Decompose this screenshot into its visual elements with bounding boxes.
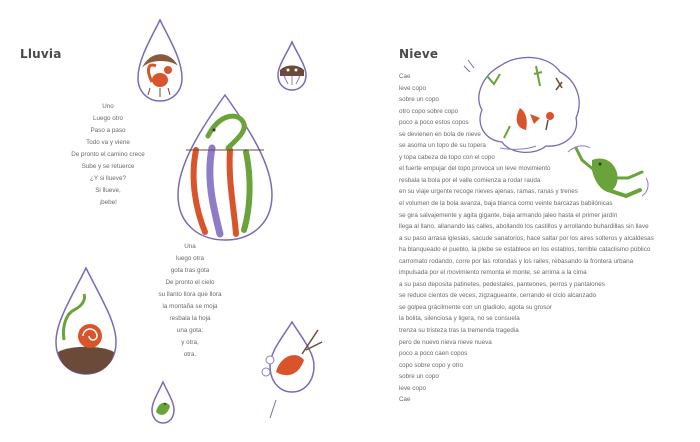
poem-line: leve copo bbox=[399, 84, 426, 92]
poem-line: Cae bbox=[399, 396, 411, 404]
poem-line: y topa cabeza de topo con el copo bbox=[399, 153, 495, 161]
poem-line: De pronto el camino crece bbox=[71, 151, 145, 158]
poem-line: poco a poco estos copos bbox=[399, 119, 469, 127]
poem-line: copo sobre copo y otro bbox=[399, 361, 464, 369]
poem-line: el volumen de la bola avanza, baja blanca como veinte barcazas babilónicas bbox=[399, 200, 613, 208]
poem-line: luego otra bbox=[175, 255, 204, 262]
poem-line: se golpea grácilmente con un gladiolo, agota su grosor bbox=[399, 303, 552, 311]
poem-line: ha blanqueado el pueblo, la plebe se establece en los establos, terrible cataclismo público bbox=[399, 246, 651, 254]
raindrop-snail-illustration bbox=[56, 268, 116, 374]
poem-line: Cae bbox=[399, 73, 411, 80]
right-page bbox=[350, 0, 700, 442]
poem-line: el fuerte empujar del topo provoca un leve movimiento bbox=[399, 165, 551, 173]
poem-line: carromato rodando, corre por las rotondas y los railes, rebasando la frontera urbana bbox=[399, 257, 634, 265]
poem-line: resbala la bola por el valle comienza a rodar rauda bbox=[399, 176, 541, 184]
poem-line: otra. bbox=[183, 351, 197, 358]
frog-illustration bbox=[568, 146, 648, 196]
poem-line: ¡bebe! bbox=[99, 199, 117, 206]
poem-line: resbala la hoja bbox=[169, 315, 211, 322]
poem-line: leve copo bbox=[399, 384, 426, 392]
raindrop-small-face-illustration bbox=[278, 42, 306, 90]
poem-line: la bolita, silenciosa y ligera, no se consuela bbox=[399, 315, 520, 323]
raindrop-peppers-snake-illustration bbox=[178, 95, 272, 240]
poem-line: ¿Y si llueve? bbox=[90, 175, 126, 182]
poem-line: Paso a paso bbox=[90, 127, 126, 134]
poem-line: Luego otro bbox=[92, 115, 124, 122]
poem-line: Uno bbox=[102, 103, 114, 110]
poem-line: se gira salvajemente y agita gigante, baja armando jaleo hasta el primer jardín bbox=[399, 211, 618, 219]
raindrop-squirrel-illustration bbox=[138, 20, 182, 101]
poem-line: Una bbox=[184, 243, 196, 250]
poem-line: pero de nuevo nieva nieve nueva bbox=[399, 338, 492, 346]
poem-line: a su paso arrasa iglesias, sacude sanatorios, hace saltar por los aires solteros y alcaldesas bbox=[399, 234, 654, 242]
poem-line: Si llueve, bbox=[95, 187, 121, 194]
poem-line: a su paso deposita patinetes, pedestales, panteones, perros y pantalones bbox=[399, 280, 605, 288]
poem-line: trenza su tristeza tras la tremenda tragedia bbox=[399, 327, 519, 335]
poem-line: poco a poco caen copos bbox=[399, 350, 468, 358]
poem-line: en su viaje urgente recoge nieves ajenas, ramas, ranas y trenes bbox=[399, 188, 578, 196]
poem-line: se devienen en bola de nieve bbox=[399, 130, 481, 138]
poem-line: sobre un copo bbox=[399, 373, 439, 381]
poem-line: su llanto llora que llora bbox=[158, 291, 222, 298]
page-title-nieve: Nieve bbox=[399, 47, 439, 61]
poem-line: la montaña se moja bbox=[162, 303, 218, 310]
poem-line: se reduce cientos de veces, zigzagueante, cerrando el ciclo alcanzado bbox=[399, 292, 597, 300]
page-title-lluvia: Lluvia bbox=[20, 47, 62, 61]
poem-line: llega al llano, allanando las calles, abollando los castillos y arrollando buhardillas sin llave bbox=[399, 223, 649, 231]
snow-illustrations bbox=[350, 0, 700, 442]
poem-line: De pronto el cielo bbox=[165, 279, 215, 286]
raindrop-frog-illustration bbox=[152, 382, 174, 423]
poem-line: otro copo sobre copo bbox=[399, 107, 459, 115]
poem-line: se asoma un topo de su topera bbox=[399, 142, 486, 150]
poem-line: Sube y se retuerce bbox=[81, 163, 135, 170]
raindrop-bird-illustration bbox=[262, 322, 322, 418]
poem-line: Todo va y viene bbox=[86, 139, 130, 146]
snowball-illustration bbox=[479, 57, 579, 152]
poem-line: una gota: bbox=[176, 327, 204, 334]
poem-line: impulsada por el movimiento remonta el monte, se arrima a la cima bbox=[399, 269, 587, 277]
poem-line: y otra, bbox=[181, 339, 199, 346]
poem-line: gota tras gota bbox=[170, 267, 210, 274]
poem-line: sobre un copo bbox=[399, 96, 439, 104]
